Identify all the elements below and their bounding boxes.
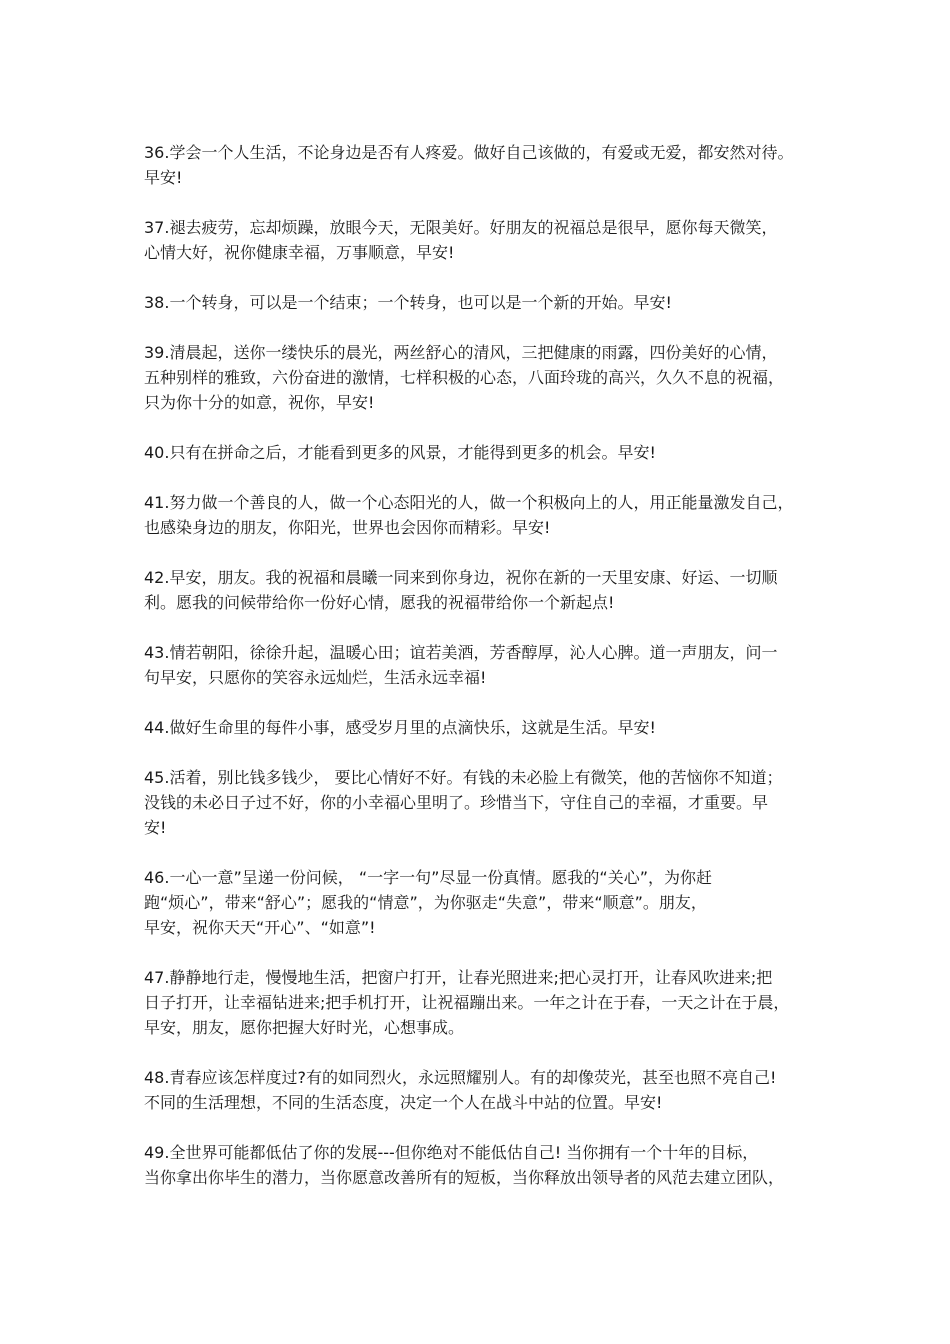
paragraph-line: 早安! bbox=[144, 168, 183, 187]
paragraph-line: 心情大好，祝你健康幸福，万事顺意，早安! bbox=[144, 243, 455, 262]
paragraph bbox=[144, 290, 816, 315]
paragraph bbox=[144, 965, 816, 1040]
paragraph-line: 48.青春应该怎样度过?有的如同烈火，永远照耀别人。有的却像荧光，甚至也照不亮自己! bbox=[144, 1068, 777, 1087]
paragraph bbox=[144, 715, 816, 740]
paragraph-line: 利。愿我的问候带给你一份好心情，愿我的祝福带给你一个新起点! bbox=[144, 593, 615, 612]
paragraph-line: 没钱的未必日子过不好，你的小幸福心里明了。珍惜当下，守住自己的幸福，才重要。早 bbox=[144, 793, 769, 812]
paragraph-line: 五种别样的雅致，六份奋进的激情，七样积极的心态，八面玲珑的高兴，久久不息的祝福， bbox=[144, 368, 785, 387]
paragraph-line: 也感染身边的朋友，你阳光，世界也会因你而精彩。早安! bbox=[144, 518, 551, 537]
paragraph bbox=[144, 490, 816, 540]
paragraph-line: 句早安，只愿你的笑容永远灿烂，生活永远幸福! bbox=[144, 668, 487, 687]
paragraph-line: 早安，朋友，愿你把握大好时光，心想事成。 bbox=[144, 1018, 465, 1037]
paragraph-line: 只为你十分的如意，祝你，早安! bbox=[144, 393, 375, 412]
document-body bbox=[144, 140, 816, 1190]
paragraph bbox=[144, 640, 816, 690]
paragraph bbox=[144, 765, 816, 840]
paragraph-line: 37.褪去疲劳，忘却烦躁，放眼今天，无限美好。好朋友的祝福总是很早，愿你每天微笑， bbox=[144, 218, 778, 237]
paragraph-line: 不同的生活理想，不同的生活态度，决定一个人在战斗中站的位置。早安! bbox=[144, 1093, 663, 1112]
paragraph-line: 46.一心一意”呈递一份问候， “一字一句”尽显一份真情。愿我的“关心”，为你赶 bbox=[144, 868, 712, 887]
paragraph bbox=[144, 1065, 816, 1115]
paragraph-line: 38.一个转身，可以是一个结束；一个转身，也可以是一个新的开始。早安! bbox=[144, 293, 672, 312]
paragraph-line: 43.情若朝阳，徐徐升起，温暖心田；谊若美酒，芳香醇厚，沁人心脾。道一声朋友，问一 bbox=[144, 643, 778, 662]
paragraph-line: 40.只有在拼命之后，才能看到更多的风景，才能得到更多的机会。早安! bbox=[144, 443, 656, 462]
paragraph bbox=[144, 865, 816, 940]
paragraph bbox=[144, 140, 816, 190]
paragraph bbox=[144, 1140, 816, 1190]
paragraph-line: 41.努力做一个善良的人，做一个心态阳光的人，做一个积极向上的人，用正能量激发自己， bbox=[144, 493, 794, 512]
paragraph bbox=[144, 440, 816, 465]
paragraph-line: 36.学会一个人生活，不论身边是否有人疼爱。做好自己该做的，有爱或无爱，都安然对待。 bbox=[144, 143, 794, 162]
paragraph-line: 45.活着，别比钱多钱少， 要比心情好不好。有钱的未必脸上有微笑，他的苦恼你不知道； bbox=[144, 768, 783, 787]
paragraph-line: 39.清晨起，送你一缕快乐的晨光，两丝舒心的清风，三把健康的雨露，四份美好的心情， bbox=[144, 343, 778, 362]
paragraph-line: 日子打开，让幸福钻进来;把手机打开，让祝福蹦出来。一年之计在于春，一天之计在于晨， bbox=[144, 993, 790, 1012]
paragraph-line: 44.做好生命里的每件小事，感受岁月里的点滴快乐，这就是生活。早安! bbox=[144, 718, 656, 737]
paragraph-line: 42.早安，朋友。我的祝福和晨曦一同来到你身边，祝你在新的一天里安康、好运、一切顺 bbox=[144, 568, 778, 587]
paragraph bbox=[144, 340, 816, 415]
paragraph-line: 安! bbox=[144, 818, 167, 837]
paragraph-line: 47.静静地行走，慢慢地生活，把窗户打开，让春光照进来;把心灵打开，让春风吹进来;把 bbox=[144, 968, 773, 987]
paragraph-line: 跑“烦心”，带来“舒心”；愿我的“情意”，为你驱走“失意”，带来“顺意”。朋友， bbox=[144, 893, 707, 912]
paragraph bbox=[144, 565, 816, 615]
paragraph-line: 49.全世界可能都低估了你的发展---但你绝对不能低估自己! 当你拥有一个十年的目标， bbox=[144, 1143, 759, 1162]
paragraph bbox=[144, 215, 816, 265]
paragraph-line: 早安，祝你天天“开心”、“如意”! bbox=[144, 918, 376, 937]
paragraph-line: 当你拿出你毕生的潜力，当你愿意改善所有的短板，当你释放出领导者的风范去建立团队， bbox=[144, 1168, 785, 1187]
